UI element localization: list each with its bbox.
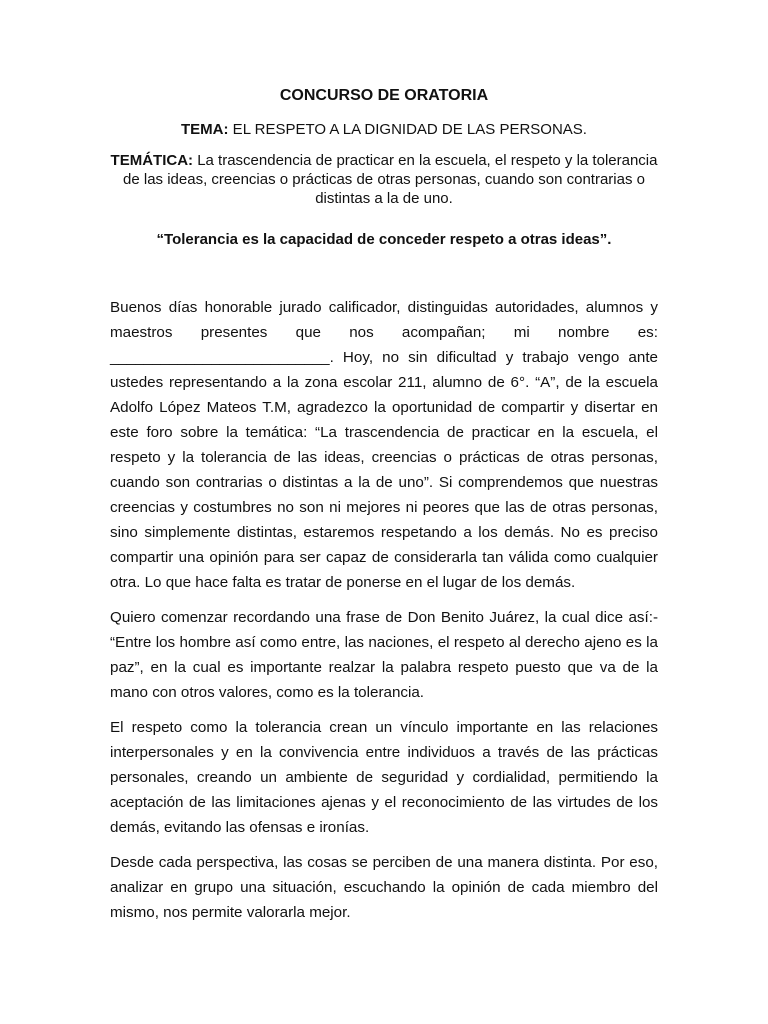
tematica-text: La trascendencia de practicar en la escuela, el respeto y la tolerancia de las ideas, creencias o prácticas de otras personas, cuando son contrarias o distintas a la de uno. [123,152,658,207]
speech-body [110,295,658,935]
tema-line [0,120,768,139]
paragraph: Quiero comenzar recordando una frase de Don Benito Juárez, la cual dice así:- “Entre los hombre así como entre, las naciones, el respeto al derecho ajeno es la paz”, en la cual es importante realzar la palabra respeto puesto que va de la mano con otros valores, como es la tolerancia. [110,609,658,701]
paragraph: El respeto como la tolerancia crean un vínculo importante en las relaciones interpersonales y en la convivencia entre individuos a través de las prácticas personales, creando un ambiente de seguridad y cordialidad, permitiendo la aceptación de las limitaciones ajenas y el reconocimiento de las virtudes de los demás, evitando las ofensas e ironías. [110,719,658,836]
quote: “Tolerancia es la capacidad de conceder respeto a otras ideas”. [156,231,612,248]
tema-label: TEMA: [181,121,229,138]
tematica-label: TEMÁTICA: [110,152,194,169]
tema-text: EL RESPETO A LA DIGNIDAD DE LAS PERSONAS. [228,121,587,138]
paragraph: Desde cada perspectiva, las cosas se perciben de una manera distinta. Por eso, analizar en grupo una situación, escuchando la opinión de cada miembro del mismo, nos permite valorarla mejor. [110,854,658,921]
tematica-block [110,151,658,208]
document-title: CONCURSO DE ORATORIA [279,87,489,104]
paragraph: Buenos días honorable jurado calificador, distinguidas autoridades, alumnos y maestros presentes que nos acompañan; mi nombre es: __________________________. Hoy, no sin dificultad y trabajo vengo ante ustedes representando a la zona escolar 211, alumno de 6°. “A”, de la escuela Adolfo López Mateos T.M, agradezco la oportunidad de compartir y disertar en este foro sobre la temática: “La trascendencia de practicar en la escuela, el respeto y la tolerancia de las ideas, creencias o prácticas de otras personas, cuando son contrarias o distintas a la de uno”. Si comprendemos que nuestras creencias y costumbres no son ni mejores ni peores que las de otras personas, sino simplemente distintas, estaremos respetando a los demás. No es preciso compartir una opinión para ser capaz de considerarla tan válida como cualquier otra. Lo que hace falta es tratar de ponerse en el lugar de los demás. [110,299,658,591]
